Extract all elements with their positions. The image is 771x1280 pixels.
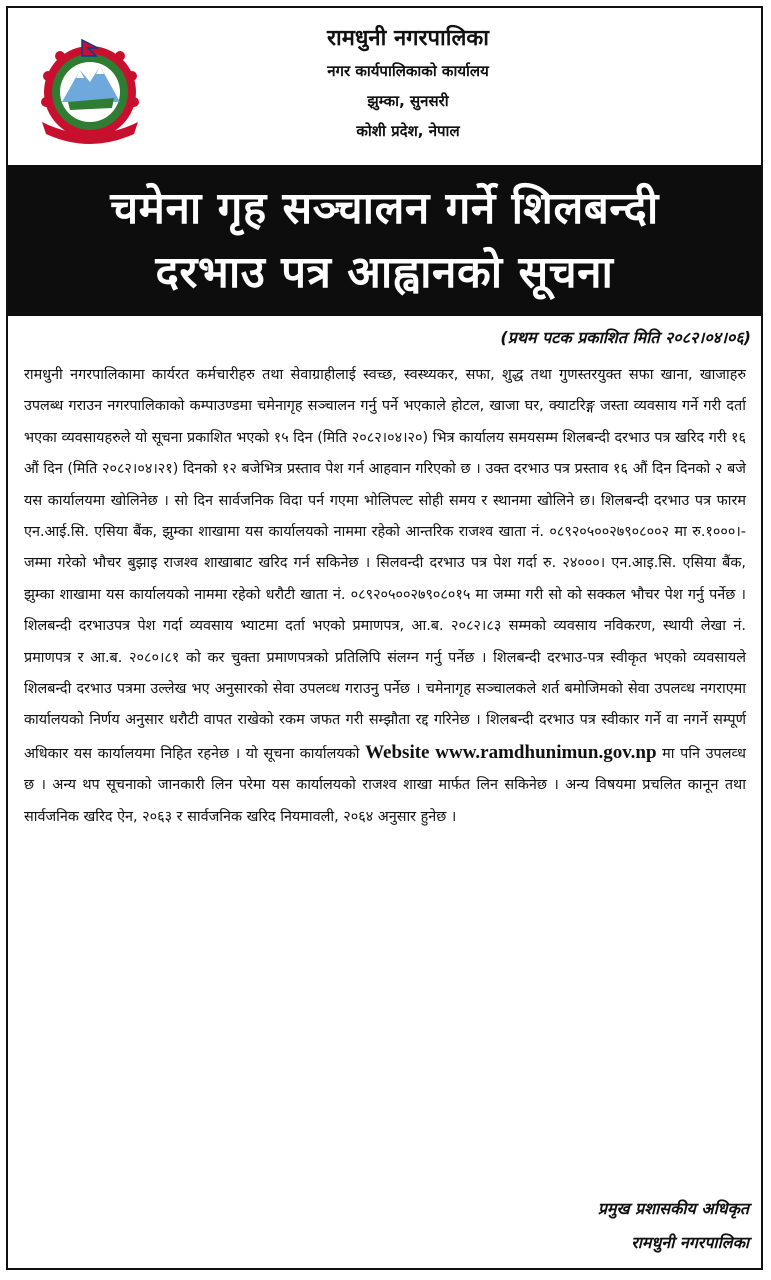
signature-block [598,1192,749,1260]
notice-paragraph [24,360,746,833]
nepal-government-emblem-icon [28,36,158,148]
title-line-2: दरभाउ पत्र आह्वानको सूचना [155,247,614,298]
body-text-end: मा पनि उपलव्ध छ । अन्य थप सूचनाको जानकारी लिन परेमा यस कार्यालयको राजश्व शाखा मार्फत लिन सकिनेछ । अन्य विषयमा प्रचलित कानून तथा सार्वजनिक खरिद ऐन, २०६३ र सार्वजनिक खरिद नियमावली, २०६४ अनुसार हुनेछ । [24,745,746,825]
title-line-1: चमेना गृह सञ्चालन गर्ने शिलबन्दी [110,183,659,234]
notice-body [24,360,746,833]
org-name: रामधुनी नगरपालिका [327,26,489,51]
header [168,22,648,146]
title-banner [8,165,761,316]
website-link[interactable]: Website www.ramdhunimun.gov.np [365,741,657,763]
publication-date: (प्रथम पटक प्रकाशित मिति २०८२।०४।०६) [500,328,751,347]
signature-office: रामधुनी नगरपालिका [631,1233,749,1252]
notice-page [6,6,763,1270]
body-text-main: रामधुनी नगरपालिकामा कार्यरत कर्मचारीहरु तथा सेवाग्राहीलाई स्वच्छ, स्वस्थ्यकर, सफा, शुद्ध तथा गुणस्तरयुक्त सफा खाना, खाजाहरु उपलब्ध गराउन नगरपालिकाको कम्पाउण्डमा चमेनागृह सञ्चालन गर्नु पर्ने भएकाले होटल, खाजा घर, क्याटरिङ्ग जस्ता व्यवसाय गर्ने गरी दर्ता भएका व्यवसायहरुले यो सूचना प्रकाशित भएको १५ दिन (मिति २०८२।०४।२०) भित्र कार्यालय समयसम्म शिलबन्दी दरभाउ पत्र खरिद गरी १६ औं दिन (मिति २०८२।०४।२१) दिनको १२ बजेभित्र प्रस्ताव पेश गर्न आहवान गरिएको छ । उक्त दरभाउ पत्र प्रस्ताव १६ औं दिन दिनको २ बजे यस कार्यालयमा खोलिनेछ । सो दिन सार्वजनिक विदा पर्न गएमा भोलिपल्ट सोही समय र स्थानमा खोलिने छ। शिलबन्दी दरभाउ पत्र फारम एन.आई.सि. एसिया बैंक, झुम्का शाखामा यस कार्यालयको नाममा रहेको आन्तरिक राजश्व खाता नं. ०८९२०५००२७९०८००२ मा रु.१०००।- जम्मा गरेको भौचर बुझाइ राजश्व शाखाबाट खरिद गर्न सकिनेछ । सिलवन्दी दरभाउ पत्र पेश गर्दा रु. २४०००। एन.आइ.सि. एसिया बैंक, झुम्का शाखामा यस कार्यालयको नाममा रहेको धरौटी खाता नं. ०८९२०५००२७९०८०१५ मा जम्मा गरी सो को सक्कल भौचर पेश गर्नु पर्नेछ । शिलबन्दी दरभाउपत्र पेश गर्दा व्यवसाय भ्याटमा दर्ता भएको प्रमाणपत्र, आ.ब. २०८२।८३ सम्मको व्यवसाय नविकरण, स्थायी लेखा नं. प्रमाणपत्र र आ.ब. २०८०।८१ को कर चुक्ता प्रमाणपत्रको प्रतिलिपि संलग्न गर्नु पर्नेछ । शिलबन्दी दरभाउ-पत्र स्वीकृत भएको व्यवसायले शिलबन्दी दरभाउ पत्रमा उल्लेख भए अनुसारको सेवा उपलव्ध गराउनु पर्नेछ । चमेनागृह सञ्चालकले शर्त बमोजिमको सेवा उपलव्ध नगराएमा कार्यालयको निर्णय अनुसार धरौटी वापत राखेको रकम जफत गरी सम्झौता रद्द गरिनेछ । शिलबन्दी दरभाउ पत्र स्वीकार गर्ने वा नगर्ने सम्पूर्ण अधिकार यस कार्यालयमा निहित रहनेछ । यो सूचना कार्यालयको [24,367,746,762]
office-location: झुम्का, सुनसरी [367,92,449,110]
province: कोशी प्रदेश, नेपाल [356,122,460,140]
signature-designation: प्रमुख प्रशासकीय अधिकृत [597,1199,749,1218]
office-name: नगर कार्यपालिकाको कार्यालय [327,62,489,80]
